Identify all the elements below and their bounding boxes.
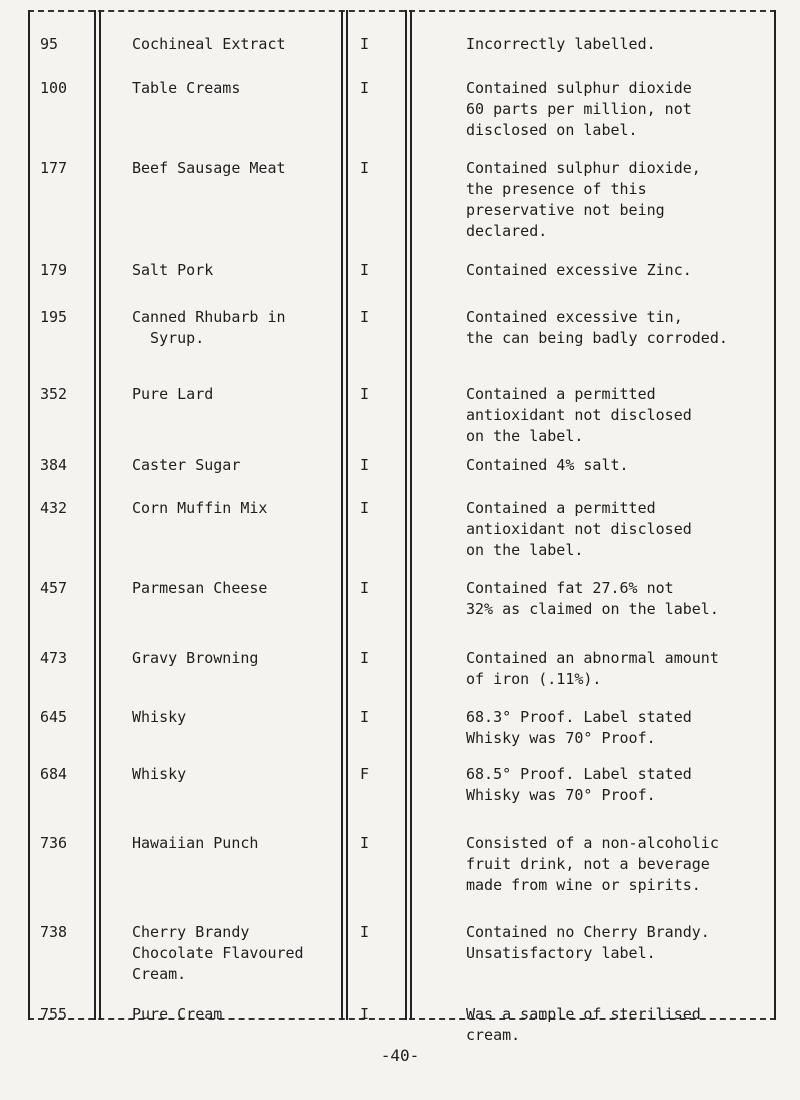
remarks-cell bbox=[466, 833, 766, 896]
formal-informal-code: I bbox=[360, 579, 370, 597]
sample-number: 100 bbox=[40, 79, 68, 97]
column-divider-1 bbox=[94, 10, 96, 1020]
remarks-cell bbox=[466, 578, 766, 620]
remarks-line: antioxidant not disclosed bbox=[466, 406, 692, 424]
article-cell bbox=[132, 384, 342, 405]
sample-number: 738 bbox=[40, 923, 68, 941]
article-line: Syrup. bbox=[132, 329, 205, 347]
remarks-line: Consisted of a non-alcoholic bbox=[466, 834, 719, 852]
remarks-cell bbox=[466, 158, 766, 242]
sample-number: 736 bbox=[40, 834, 68, 852]
remarks-line: Unsatisfactory label. bbox=[466, 944, 656, 962]
article-line: Gravy Browning bbox=[132, 649, 259, 667]
column-divider-2 bbox=[99, 10, 101, 1020]
column-divider-6 bbox=[410, 10, 412, 1020]
article-line: Caster Sugar bbox=[132, 456, 241, 474]
sample-number: 457 bbox=[40, 579, 68, 597]
article-line: Parmesan Cheese bbox=[132, 579, 268, 597]
article-cell bbox=[132, 922, 342, 985]
formal-informal-code: I bbox=[360, 35, 370, 53]
article-line: Corn Muffin Mix bbox=[132, 499, 268, 517]
formal-informal-code: I bbox=[360, 923, 370, 941]
article-cell bbox=[132, 158, 342, 179]
formal-informal-code: I bbox=[360, 649, 370, 667]
column-divider-4 bbox=[346, 10, 348, 1020]
article-cell bbox=[132, 498, 342, 519]
article-cell bbox=[132, 1004, 342, 1025]
sample-number: 179 bbox=[40, 261, 68, 279]
remarks-cell bbox=[466, 498, 766, 561]
remarks-line: Whisky was 70° Proof. bbox=[466, 729, 656, 747]
remarks-line: on the label. bbox=[466, 541, 584, 559]
remarks-line: disclosed on label. bbox=[466, 121, 638, 139]
formal-informal-code: I bbox=[360, 308, 370, 326]
formal-informal-code: I bbox=[360, 79, 370, 97]
table-left-border bbox=[28, 10, 30, 1020]
page-number: -40- bbox=[380, 1046, 420, 1065]
remarks-line: 68.5° Proof. Label stated bbox=[466, 765, 692, 783]
remarks-line: Contained sulphur dioxide bbox=[466, 79, 692, 97]
remarks-line: 68.3° Proof. Label stated bbox=[466, 708, 692, 726]
article-line: Table Creams bbox=[132, 79, 241, 97]
remarks-cell bbox=[466, 707, 766, 749]
article-cell bbox=[132, 260, 342, 281]
sample-number: 95 bbox=[40, 35, 59, 53]
remarks-line: Contained a permitted bbox=[466, 385, 656, 403]
remarks-cell bbox=[466, 455, 766, 476]
formal-informal-code: I bbox=[360, 261, 370, 279]
formal-informal-code: I bbox=[360, 385, 370, 403]
remarks-line: the can being badly corroded. bbox=[466, 329, 728, 347]
formal-informal-code: I bbox=[360, 456, 370, 474]
remarks-line: Contained fat 27.6% not bbox=[466, 579, 674, 597]
article-cell bbox=[132, 578, 342, 599]
article-line: Whisky bbox=[132, 765, 187, 783]
remarks-line: 32% as claimed on the label. bbox=[466, 600, 719, 618]
formal-informal-code: I bbox=[360, 159, 370, 177]
remarks-line: preservative not being bbox=[466, 201, 665, 219]
table-right-border bbox=[774, 10, 776, 1020]
remarks-line: Contained 4% salt. bbox=[466, 456, 629, 474]
article-line: Canned Rhubarb in bbox=[132, 308, 286, 326]
remarks-line: fruit drink, not a beverage bbox=[466, 855, 710, 873]
remarks-line: Contained excessive Zinc. bbox=[466, 261, 692, 279]
sample-number: 352 bbox=[40, 385, 68, 403]
remarks-line: of iron (.11%). bbox=[466, 670, 602, 688]
remarks-line: Contained excessive tin, bbox=[466, 308, 683, 326]
remarks-line: made from wine or spirits. bbox=[466, 876, 701, 894]
formal-informal-code: F bbox=[360, 765, 370, 783]
remarks-line: Whisky was 70° Proof. bbox=[466, 786, 656, 804]
formal-informal-code: I bbox=[360, 708, 370, 726]
remarks-line: the presence of this bbox=[466, 180, 647, 198]
article-cell bbox=[132, 707, 342, 728]
remarks-cell bbox=[466, 384, 766, 447]
article-cell bbox=[132, 833, 342, 854]
sample-number: 684 bbox=[40, 765, 68, 783]
article-cell bbox=[132, 78, 342, 99]
sample-number: 755 bbox=[40, 1005, 68, 1023]
remarks-cell bbox=[466, 78, 766, 141]
article-cell bbox=[132, 307, 342, 349]
article-line: Pure Lard bbox=[132, 385, 214, 403]
remarks-cell bbox=[466, 1004, 766, 1046]
remarks-line: Contained a permitted bbox=[466, 499, 656, 517]
article-line: Cochineal Extract bbox=[132, 35, 286, 53]
remarks-line: cream. bbox=[466, 1026, 521, 1044]
formal-informal-code: I bbox=[360, 834, 370, 852]
article-line: Pure Cream bbox=[132, 1005, 223, 1023]
remarks-line: Was a sample of sterilised bbox=[466, 1005, 701, 1023]
formal-informal-code: I bbox=[360, 1005, 370, 1023]
sample-number: 177 bbox=[40, 159, 68, 177]
remarks-line: Contained no Cherry Brandy. bbox=[466, 923, 710, 941]
article-line: Whisky bbox=[132, 708, 187, 726]
column-divider-5 bbox=[405, 10, 407, 1020]
sample-number: 432 bbox=[40, 499, 68, 517]
article-cell bbox=[132, 455, 342, 476]
article-line: Chocolate Flavoured bbox=[132, 944, 304, 962]
formal-informal-code: I bbox=[360, 499, 370, 517]
remarks-line: on the label. bbox=[466, 427, 584, 445]
remarks-cell bbox=[466, 764, 766, 806]
sample-number: 645 bbox=[40, 708, 68, 726]
remarks-line: Contained an abnormal amount bbox=[466, 649, 719, 667]
top-border bbox=[28, 10, 776, 12]
article-line: Salt Pork bbox=[132, 261, 214, 279]
article-cell bbox=[132, 764, 342, 785]
remarks-cell bbox=[466, 34, 766, 55]
remarks-line: Contained sulphur dioxide, bbox=[466, 159, 701, 177]
remarks-line: declared. bbox=[466, 222, 548, 240]
remarks-cell bbox=[466, 922, 766, 964]
remarks-line: Incorrectly labelled. bbox=[466, 35, 656, 53]
article-cell bbox=[132, 648, 342, 669]
remarks-cell bbox=[466, 260, 766, 281]
sample-number: 473 bbox=[40, 649, 68, 667]
article-line: Beef Sausage Meat bbox=[132, 159, 286, 177]
remarks-line: 60 parts per million, not bbox=[466, 100, 692, 118]
remarks-cell bbox=[466, 307, 766, 349]
sample-number: 384 bbox=[40, 456, 68, 474]
sample-number: 195 bbox=[40, 308, 68, 326]
remarks-line: antioxidant not disclosed bbox=[466, 520, 692, 538]
article-line: Cherry Brandy bbox=[132, 923, 250, 941]
remarks-cell bbox=[466, 648, 766, 690]
article-line: Cream. bbox=[132, 965, 187, 983]
article-cell bbox=[132, 34, 342, 55]
article-line: Hawaiian Punch bbox=[132, 834, 259, 852]
